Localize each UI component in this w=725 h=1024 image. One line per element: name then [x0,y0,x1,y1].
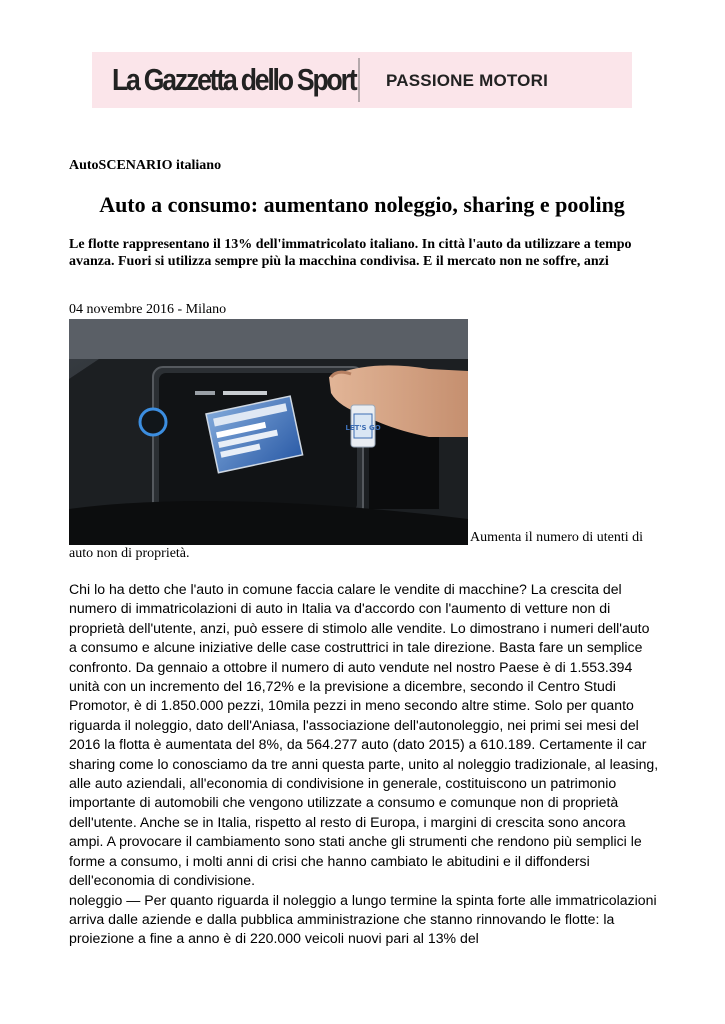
keycard-text: LET'S GO [345,424,381,432]
section-title: PASSIONE MOTORI [386,71,549,90]
article-headline: Auto a consumo: aumentano noleggio, sharing e pooling [99,192,625,217]
car-infotainment-image [69,319,468,545]
body-paragraph: Chi lo ha detto che l'auto in comune faccia calare le vendite di macchine? La crescita del numero di immatricolazioni di auto in Italia va d'accordo con l'aumento di vetture non di proprietà dell'utente, anzi, può essere di stimolo alle vendite. Lo dimostrano i numeri dell'auto a consumo e alcune iniziative delle case costruttrici in tale direzione. Basta fare un semplice confronto. Da gennaio a ottobre il numero di auto vendute nel nostro Paese è di 1.553.394 unità con un incremento del 16,72% e la previsione a dicembre, secondo il Centro Studi Promotor, è di 1.850.000 pezzi, 10mila pezzi in meno secondo altre stime. Solo per quanto riguarda il noleggio, dato dell'Aniasa, l'associazione dell'autonoleggio, nei primi sei mesi del 2016 la flotta è aumentata del 8%, da 564.277 auto (dato 2015) a 610.189. Certamente il car sharing come lo conosciamo da tre anni questa parte, unito al noleggio tradizionale, al leasing, alle auto aziendali, all'economia di condivisione in generale, costituiscono un patrimonio importante di automobili che vengono utilizzate a consumo e comunque non di proprietà dell'utente. Anche se in Italia, rispetto al resto di Europa, i margini di crescita sono ancora ampi. A provocare il cambiamento sono stati anche gli strumenti che rendono più semplici le forme a consumo, i molti anni di crisi che hanno cambiato le abitudini e il diffondersi dell'economia di condivisione. [69,581,659,889]
article-photo [69,319,468,545]
masthead-banner [92,52,632,108]
photo-caption-line1: Aumenta il numero di utenti di [470,530,644,545]
logo-divider [358,58,360,102]
article-kicker: AutoSCENARIO italiano [69,158,222,173]
gazzetta-logo: La Gazzetta dello Sport [112,62,356,97]
article-lead: Le flotte rappresentano il 13% dell'immatricolato italiano. In città l'auto da utilizzare a tempo avanza. Fuori si utilizza sempre più la macchina condivisa. E il mercato non ne soffre, anzi [69,237,632,269]
photo-caption-line2: auto non di proprietà. [69,546,190,561]
article-body [69,580,661,949]
article-dateline: 04 novembre 2016 - Milano [69,302,227,317]
body-paragraph: noleggio — Per quanto riguarda il noleggio a lungo termine la spinta forte alle immatricolazioni arriva dalle aziende e dalla pubblica amministrazione che stanno rinnovando le flotte: la proiezione a fine a anno è di 220.000 veicoli nuovi pari al 13% del [69,891,657,947]
